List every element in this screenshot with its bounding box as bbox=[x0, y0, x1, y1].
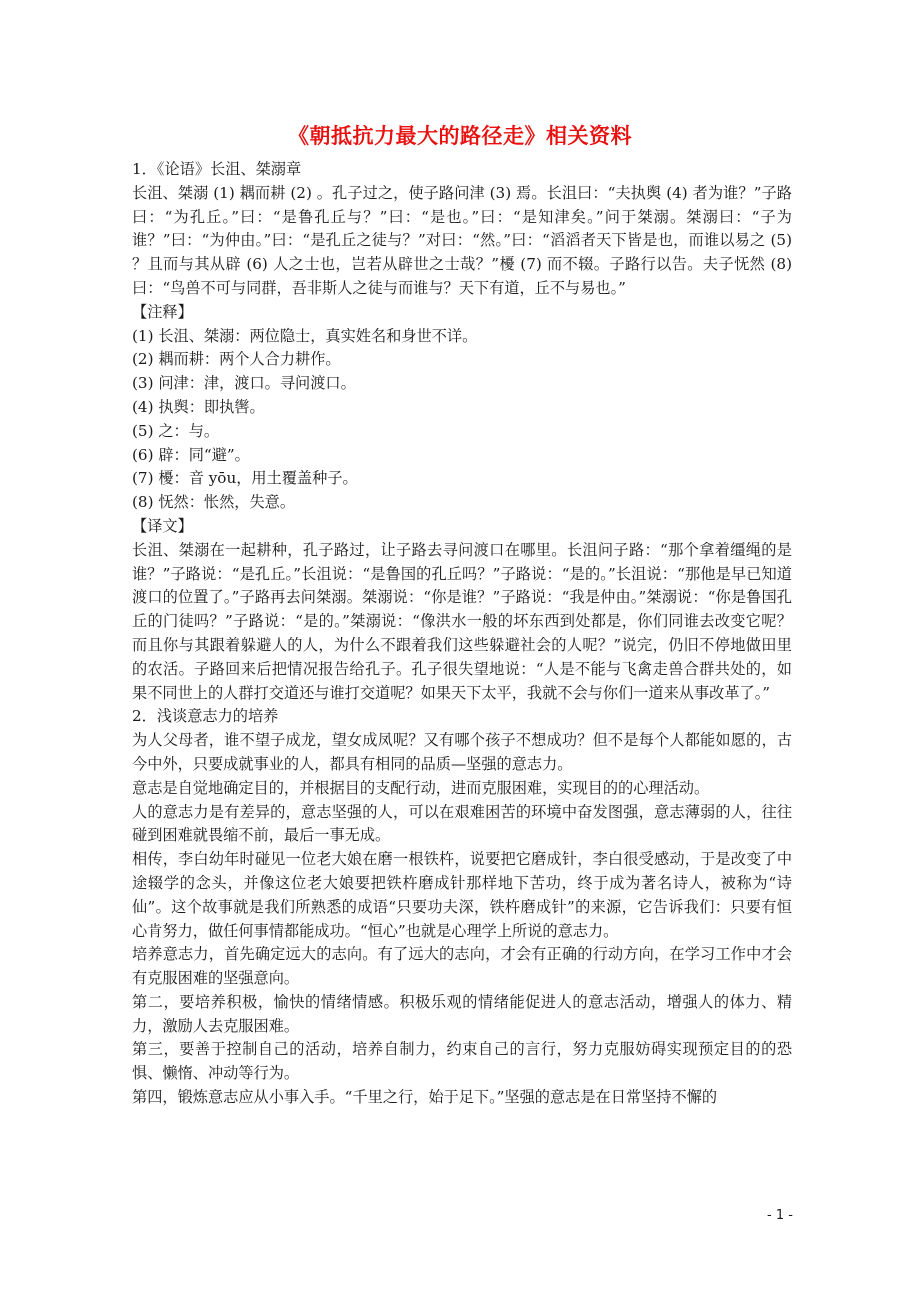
annotation-item: (8) 怃然：怅然，失意。 bbox=[132, 493, 296, 512]
annotation-item: (2) 耦而耕：两个人合力耕作。 bbox=[132, 350, 341, 369]
body-paragraph: 第二，要培养积极，愉快的情绪情感。积极乐观的情绪能促进人的意志活动，增强人的体力、精力，激励人去克服困难。 bbox=[132, 992, 792, 1035]
annotation-item: (6) 辟：同“避”。 bbox=[132, 445, 250, 464]
document-title: 《朝抵抗力最大的路径走》相关资料 bbox=[288, 124, 632, 148]
translation-paragraph: 长沮、桀溺在一起耕种，孔子路过，让子路去寻问渡口在哪里。长沮问子路：“那个拿着缰绳的是谁？”子路说：“是孔丘。”长沮说：“是鲁国的孔丘吗？”子路说：“是的。”长沮说：“那他是早已知道渡口的位置了。”子路再去问桀溺。桀溺说：“你是谁？”子路说：“我是仲由。”桀溺说：“你是鲁国孔丘的门徒吗？”子路说：“是的。”桀溺说：“像洪水一般的坏东西到处都是，你们同谁去改变它呢？而且你与其跟着躲避人的人，为什么不跟着我们这些躲避社会的人呢？”说完，仍旧不停地做田里的农活。子路回来后把情况报告给孔子。孔子很失望地说：“人是不能与飞禽走兽合群共处的，如果不同世上的人群打交道还与谁打交道呢？如果天下太平，我就不会与你们一道来从事改革了。” bbox=[132, 540, 792, 702]
annotation-item: (3) 问津：津，渡口。寻问渡口。 bbox=[132, 374, 356, 393]
body-paragraph: 第四，锻炼意志应从小事入手。“千里之行，始于足下。”坚强的意志是在日常坚持不懈的 bbox=[132, 1088, 718, 1107]
translation-heading: 【译文】 bbox=[132, 516, 193, 535]
original-text-paragraph: 长沮、桀溺 (1) 耦而耕 (2) 。孔子过之，使子路问津 (3) 焉。长沮曰：“夫执舆 (4) 者为谁？”子路曰：“为孔丘。”曰：“是鲁孔丘与？”曰：“是也。”曰：“是知津矣。”问于桀溺。桀溺曰：“子为谁？”曰：“为仲由。”曰：“是孔丘之徒与？”对曰：“然。”曰：“滔滔者天下皆是也，而谁以易之 (5) ？且而与其从辟 (6) 人之士也，岂若从辟世之士哉？”櫌 (7) 而不辍。子路行以告。夫子怃然 (8) 曰：“鸟兽不可与同群，吾非斯人之徒与而谁与？天下有道，丘不与易也。” bbox=[132, 183, 792, 297]
annotation-item: (1) 长沮、桀溺：两位隐士，真实姓名和身世不详。 bbox=[132, 326, 478, 345]
body-paragraph: 相传，李白幼年时碰见一位老大娘在磨一根铁杵，说要把它磨成针，李白很受感动，于是改变了中途辍学的念头，并像这位老大娘要把铁杵磨成针那样地下苦功，终于成为著名诗人，被称为“诗仙”。这个故事就是我们所熟悉的成语“只要功夫深，铁杵磨成针”的来源，它告诉我们：只要有恒心肯努力，做任何事情都能成功。“恒心”也就是心理学上所说的意志力。 bbox=[132, 850, 792, 940]
section-heading-willpower: 2．浅谈意志力的培养 bbox=[132, 707, 279, 726]
document-body bbox=[132, 158, 792, 1110]
annotation-item: (5) 之：与。 bbox=[132, 421, 220, 440]
body-paragraph: 人的意志力是有差异的，意志坚强的人，可以在艰难困苦的环境中奋发图强，意志薄弱的人，往往碰到困难就畏缩不前，最后一事无成。 bbox=[132, 802, 792, 845]
body-paragraph: 第三，要善于控制自己的活动，培养自制力，约束自己的言行，努力克服妨碍实现预定目的的恐惧、懒惰、冲动等行为。 bbox=[132, 1040, 792, 1083]
body-paragraph: 培养意志力，首先确定远大的志向。有了远大的志向，才会有正确的行动方向，在学习工作中才会有克服困难的坚强意向。 bbox=[132, 945, 792, 988]
section-heading-lunyu: 1．《论语》长沮、桀溺章 bbox=[132, 160, 302, 178]
annotation-heading: 【注释】 bbox=[132, 302, 193, 321]
page-number: - 1 - bbox=[767, 1208, 793, 1223]
body-paragraph: 为人父母者，谁不望子成龙，望女成凤呢？又有哪个孩子不想成功？但不是每个人都能如愿的，古今中外，只要成就事业的人，都具有相同的品质—坚强的意志力。 bbox=[132, 731, 792, 773]
annotation-item: (4) 执舆：即执辔。 bbox=[132, 397, 265, 416]
body-paragraph: 意志是自觉地确定目的，并根据目的支配行动，进而克服困难，实现目的的心理活动。 bbox=[132, 778, 710, 797]
annotation-item: (7) 櫌：音 yōu，用土覆盖种子。 bbox=[132, 469, 358, 488]
